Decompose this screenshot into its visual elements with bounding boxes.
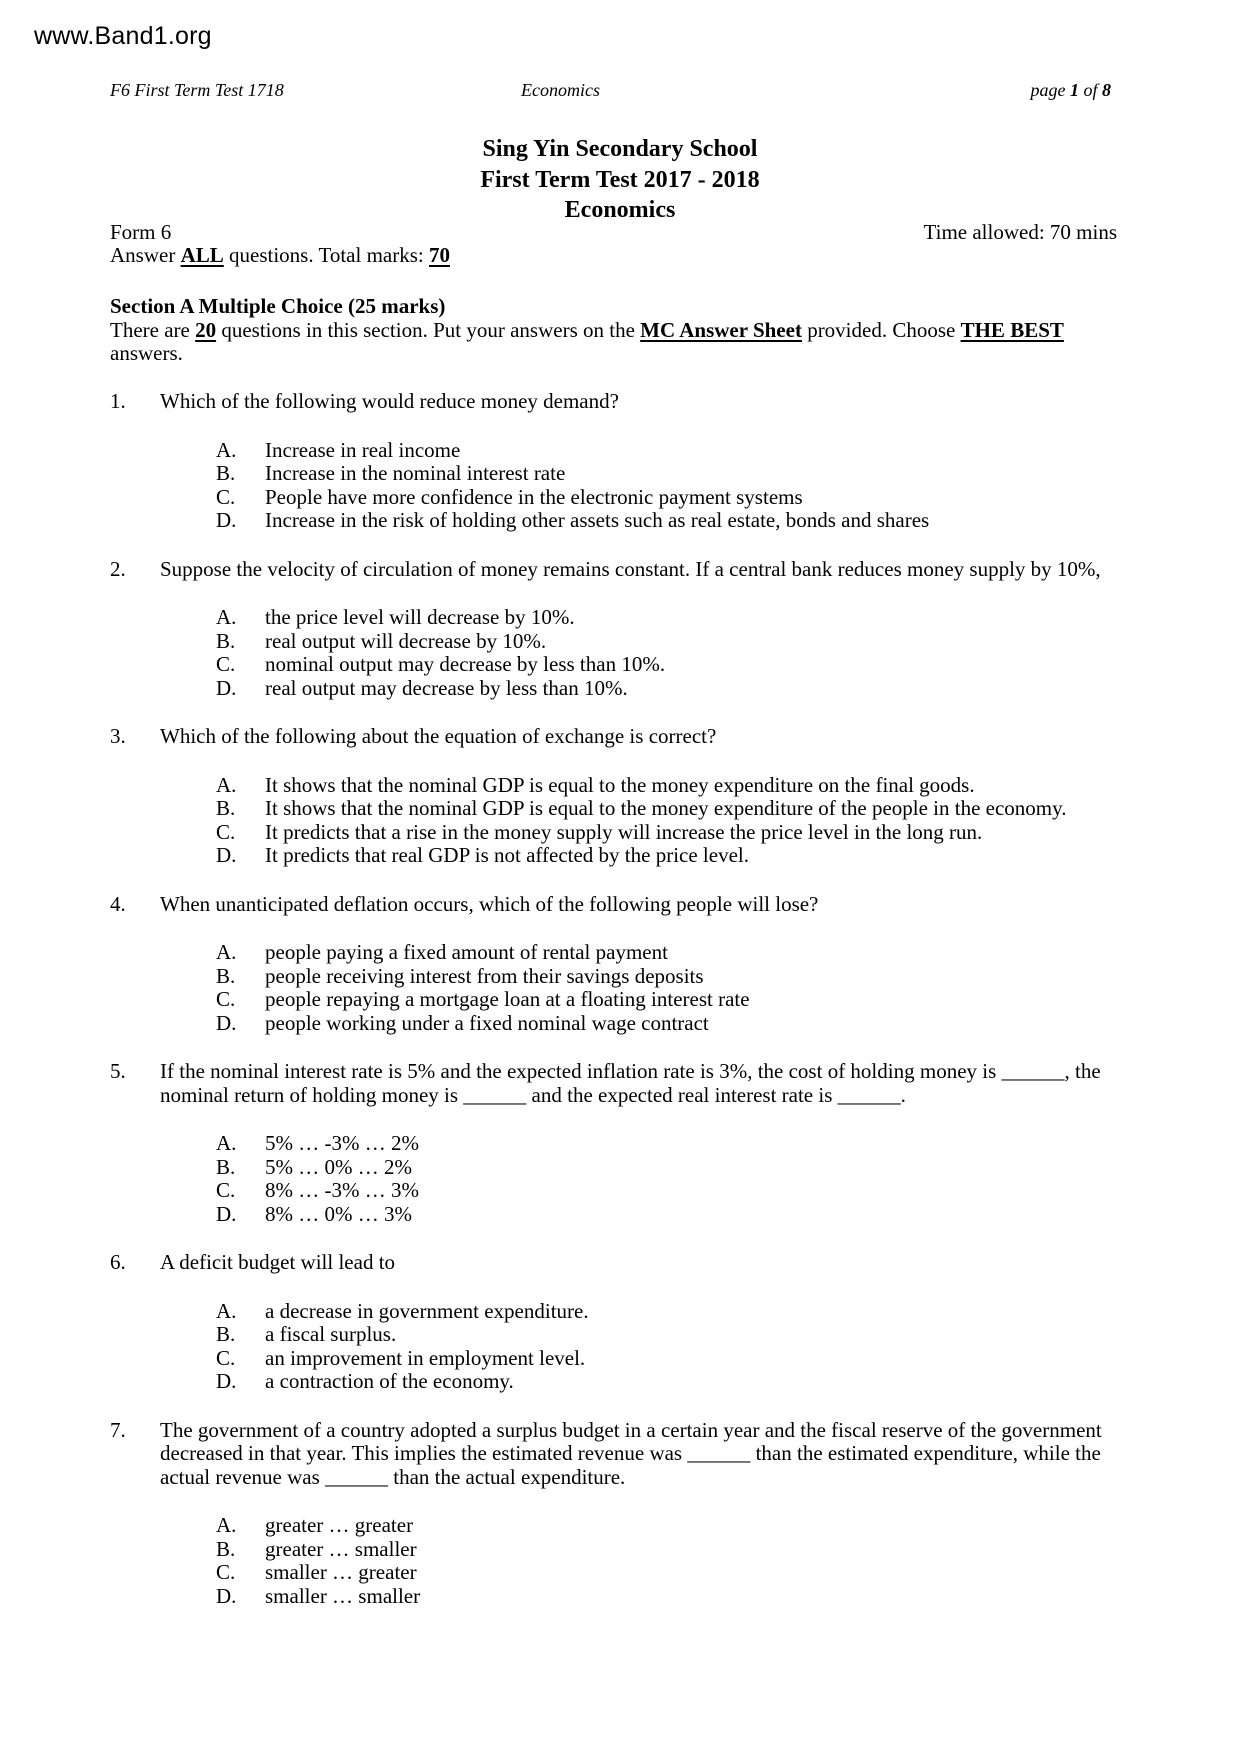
option-text: Increase in the nominal interest rate xyxy=(265,461,566,485)
question-stem xyxy=(0,725,1240,749)
question-4 xyxy=(0,893,1240,1036)
option-text: people working under a fixed nominal wage contract xyxy=(265,1010,709,1035)
option-text: people repaying a mortgage loan at a floating interest rate xyxy=(265,987,750,1011)
options xyxy=(0,439,1240,533)
option-b xyxy=(0,630,1240,654)
section-a-heading: Section A Multiple Choice (25 marks) xyxy=(110,294,446,318)
option-letter: C. xyxy=(216,987,236,1011)
section-intro-line2: answers. xyxy=(110,341,183,365)
option-letter: C. xyxy=(216,819,236,844)
question-text: Which of the following would reduce money demand? xyxy=(160,389,619,413)
option-c xyxy=(0,486,1240,510)
question-3 xyxy=(0,725,1240,868)
option-a xyxy=(0,439,1240,463)
option-letter: A. xyxy=(216,772,237,797)
option-letter: D. xyxy=(216,1369,237,1393)
option-text: the price level will decrease by 10%. xyxy=(265,605,575,629)
option-a xyxy=(0,606,1240,630)
test-name: First Term Test 2017 - 2018 xyxy=(480,166,760,193)
option-letter: D. xyxy=(216,843,237,867)
option-text: 5% … 0% … 2% xyxy=(265,1154,412,1179)
question-5 xyxy=(0,1060,1240,1226)
intro-count: 20 xyxy=(195,317,217,342)
option-text: People have more confidence in the electronic payment systems xyxy=(265,484,803,509)
question-number: 6. xyxy=(110,1250,126,1274)
question-stem xyxy=(0,1419,1240,1490)
option-letter: B. xyxy=(216,1154,236,1179)
option-text: It shows that the nominal GDP is equal to the money expenditure of the people in the economy. xyxy=(265,796,1067,820)
option-text: It predicts that real GDP is not affected by the price level. xyxy=(265,843,749,867)
option-b xyxy=(0,1538,1240,1562)
question-number: 5. xyxy=(110,1059,126,1083)
option-d xyxy=(0,844,1240,868)
header-test-name: F6 First Term Test 1718 xyxy=(110,80,284,100)
question-text: Which of the following about the equation of exchange is correct? xyxy=(160,724,717,748)
option-c xyxy=(0,653,1240,677)
option-letter: C. xyxy=(216,1560,236,1584)
intro-best: THE BEST xyxy=(960,317,1064,342)
of-word: of xyxy=(1078,80,1102,100)
question-text-line2: nominal return of holding money is ______ and the expected real interest rate is ______. xyxy=(160,1082,906,1107)
option-text: real output may decrease by less than 10%. xyxy=(265,675,628,700)
question-stem xyxy=(0,893,1240,917)
question-2 xyxy=(0,558,1240,701)
option-d xyxy=(0,1370,1240,1394)
options xyxy=(0,606,1240,700)
school-name: Sing Yin Secondary School xyxy=(482,136,758,162)
page-number: 1 xyxy=(1069,80,1079,100)
option-d xyxy=(0,677,1240,701)
option-letter: A. xyxy=(216,1298,237,1323)
options xyxy=(0,1132,1240,1226)
intro-p3: provided. Choose xyxy=(801,317,961,342)
intro-p1: There are xyxy=(110,317,196,342)
time-allowed: Time allowed: 70 mins xyxy=(923,220,1117,244)
options xyxy=(0,1300,1240,1394)
option-letter: B. xyxy=(216,1536,236,1561)
option-text: a fiscal surplus. xyxy=(265,1322,397,1346)
intro-p2: questions in this section. Put your answers on the xyxy=(216,317,641,342)
question-text xyxy=(160,1419,1240,1490)
section-intro-line1 xyxy=(110,319,1125,343)
option-text: an improvement in employment level. xyxy=(265,1345,586,1370)
answer-mid: questions. Total marks: xyxy=(223,243,429,267)
option-text: 8% … 0% … 3% xyxy=(265,1201,412,1226)
option-text: Increase in real income xyxy=(265,437,461,462)
options xyxy=(0,941,1240,1035)
option-c xyxy=(0,821,1240,845)
option-letter: B. xyxy=(216,461,236,485)
option-text: nominal output may decrease by less than 10%. xyxy=(265,652,666,676)
option-text: a contraction of the economy. xyxy=(265,1369,514,1393)
page-word: page xyxy=(1030,80,1070,100)
question-stem xyxy=(0,1251,1240,1275)
answer-marks: 70 xyxy=(428,243,450,267)
option-letter: C. xyxy=(216,1178,236,1202)
section-a-intro xyxy=(110,319,1125,366)
option-letter: A. xyxy=(216,1131,237,1155)
option-a xyxy=(0,1514,1240,1538)
question-number: 3. xyxy=(110,724,126,748)
answer-instruction xyxy=(110,244,450,268)
option-text: smaller … smaller xyxy=(265,1583,421,1608)
subject-name: Economics xyxy=(564,197,676,223)
question-text-line1: If the nominal interest rate is 5% and the expected inflation rate is 3%, the cost of holding money is ______, the xyxy=(160,1059,1101,1083)
option-letter: C. xyxy=(216,484,236,509)
option-c xyxy=(0,1561,1240,1585)
question-7 xyxy=(0,1419,1240,1609)
option-text: a decrease in government expenditure. xyxy=(265,1298,589,1323)
option-letter: A. xyxy=(216,605,237,629)
question-text: Suppose the velocity of circulation of money remains constant. If a central bank reduces money supply by 10%, xyxy=(160,556,1101,581)
question-text: A deficit budget will lead to xyxy=(160,1250,396,1274)
question-number: 4. xyxy=(110,891,126,916)
options xyxy=(0,774,1240,868)
option-text: greater … greater xyxy=(265,1513,414,1537)
option-letter: A. xyxy=(216,940,237,964)
option-c xyxy=(0,1179,1240,1203)
options xyxy=(0,1514,1240,1608)
title-block xyxy=(0,134,1240,226)
option-c xyxy=(0,988,1240,1012)
option-d xyxy=(0,1012,1240,1036)
question-number: 7. xyxy=(110,1417,126,1442)
question-1 xyxy=(0,390,1240,533)
intro-sheet: MC Answer Sheet xyxy=(640,317,802,342)
option-letter: D. xyxy=(216,508,237,532)
option-text: Increase in the risk of holding other assets such as real estate, bonds and shares xyxy=(265,508,930,532)
option-text: 5% … -3% … 2% xyxy=(265,1131,419,1155)
option-a xyxy=(0,1300,1240,1324)
option-text: It shows that the nominal GDP is equal to the money expenditure on the final goods. xyxy=(265,772,975,797)
option-letter: B. xyxy=(216,1322,236,1346)
page-total: 8 xyxy=(1102,80,1111,100)
option-a xyxy=(0,941,1240,965)
option-d xyxy=(0,509,1240,533)
question-text xyxy=(160,1060,1240,1107)
option-b xyxy=(0,797,1240,821)
question-stem xyxy=(0,558,1240,582)
option-text: people receiving interest from their savings deposits xyxy=(265,963,704,988)
option-letter: B. xyxy=(216,963,236,988)
option-letter: D. xyxy=(216,675,237,700)
form-label: Form 6 xyxy=(110,220,172,244)
option-a xyxy=(0,774,1240,798)
option-d xyxy=(0,1203,1240,1227)
site-watermark: www.Band1.org xyxy=(34,22,212,50)
option-b xyxy=(0,1323,1240,1347)
option-text: greater … smaller xyxy=(265,1536,417,1561)
option-letter: D. xyxy=(216,1010,237,1035)
header-page-indicator xyxy=(1030,80,1111,100)
question-text-line1: The government of a country adopted a surplus budget in a certain year and the fiscal reserve of the government xyxy=(160,1417,1102,1442)
option-c xyxy=(0,1347,1240,1371)
answer-pre: Answer xyxy=(110,243,181,267)
question-number: 2. xyxy=(110,556,126,581)
question-text-line2: decreased in that year. This implies the estimated revenue was ______ than the estimated expenditure, while the xyxy=(160,1441,1101,1465)
option-text: smaller … greater xyxy=(265,1560,417,1584)
option-text: 8% … -3% … 3% xyxy=(265,1178,419,1202)
option-a xyxy=(0,1132,1240,1156)
answer-all: ALL xyxy=(180,243,224,267)
option-letter: D. xyxy=(216,1583,237,1608)
question-6 xyxy=(0,1251,1240,1394)
questions-list xyxy=(0,390,1240,1608)
option-text: It predicts that a rise in the money supply will increase the price level in the long run. xyxy=(265,819,983,844)
option-letter: C. xyxy=(216,652,236,676)
question-text: When unanticipated deflation occurs, which of the following people will lose? xyxy=(160,891,819,916)
question-text-line3: actual revenue was ______ than the actual expenditure. xyxy=(160,1464,626,1489)
question-number: 1. xyxy=(110,389,126,413)
option-letter: B. xyxy=(216,796,236,820)
option-b xyxy=(0,965,1240,989)
option-letter: A. xyxy=(216,1513,237,1537)
option-letter: B. xyxy=(216,628,236,653)
option-d xyxy=(0,1585,1240,1609)
question-stem xyxy=(0,1060,1240,1107)
option-letter: A. xyxy=(216,437,237,462)
question-stem xyxy=(0,390,1240,414)
option-b xyxy=(0,462,1240,486)
option-b xyxy=(0,1156,1240,1180)
option-text: real output will decrease by 10%. xyxy=(265,628,547,653)
option-letter: C. xyxy=(216,1345,236,1370)
option-text: people paying a fixed amount of rental payment xyxy=(265,940,668,964)
header-subject: Economics xyxy=(521,80,600,100)
option-letter: D. xyxy=(216,1201,237,1226)
